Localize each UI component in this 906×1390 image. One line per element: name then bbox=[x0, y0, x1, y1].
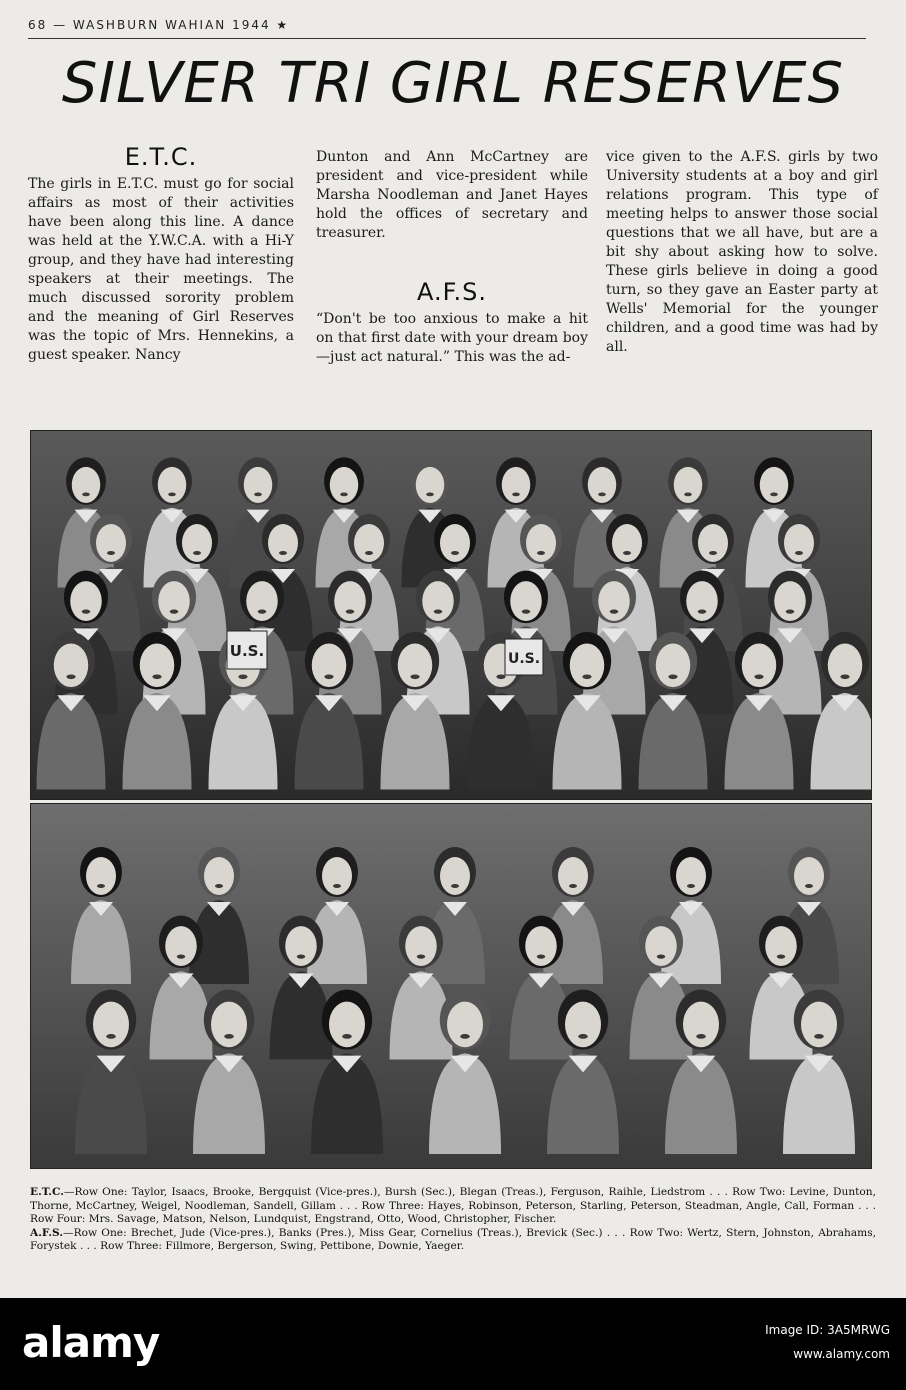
person-mouth bbox=[460, 1034, 470, 1039]
column-2 bbox=[316, 148, 588, 367]
person-face bbox=[246, 581, 278, 621]
sign-right-text: U.S. bbox=[507, 651, 541, 667]
person-face bbox=[322, 857, 352, 895]
person-face bbox=[440, 857, 470, 895]
person-face bbox=[698, 524, 728, 562]
person-face bbox=[329, 1002, 365, 1048]
person-mouth bbox=[254, 493, 262, 497]
afs-caption-label: A.F.S. bbox=[30, 1226, 64, 1239]
person-mouth bbox=[258, 610, 266, 614]
etc-paragraph-part1: The girls in E.T.C. must go for social affairs as most of their activities have been along this line. A dance was held at the Y.W.C.A. with a Hi-Y group, and they have had interesting speakers at their meetings. The much discussed sorority problem and the meaning of Girl Reserves was the topic of Mrs. Hennekins, a guest speaker. Nancy bbox=[28, 176, 294, 363]
person-face bbox=[354, 524, 384, 562]
person-face bbox=[645, 926, 677, 966]
person-face bbox=[312, 643, 347, 687]
person-face bbox=[674, 467, 703, 503]
person-mouth bbox=[342, 1034, 352, 1039]
afs-group-photo bbox=[30, 803, 872, 1169]
person-mouth bbox=[777, 955, 785, 959]
person-mouth bbox=[82, 610, 90, 614]
person-mouth bbox=[512, 493, 520, 497]
etc-caption-text: —Row One: Taylor, Isaacs, Brooke, Bergquist (Vice-pres.), Bursh (Sec.), Blegan (Treas.), Ferguson, Raihle, Liedstrom . . . Row Two: Levine, Dunton, Thorne, McCartney, Weigel, Noodleman, Sandell, Gillam . . . Row Three: Hayes, Robinson, Peterson, Starling, Peterson, Steadman, Angle, Call, Forman . . . Row Four: Mrs. Savage, Matson, Nelson, Lundquist, Engstrand, Otto, Wood, Christopher, Fischer. bbox=[30, 1186, 876, 1226]
person-face bbox=[211, 1002, 247, 1048]
person-face bbox=[801, 1002, 837, 1048]
person-mouth bbox=[684, 493, 692, 497]
person-mouth bbox=[177, 955, 185, 959]
person-mouth bbox=[106, 1034, 116, 1039]
person-mouth bbox=[426, 493, 434, 497]
running-head: 68 — WASHBURN WAHIAN 1944 ★ bbox=[28, 18, 866, 39]
person-mouth bbox=[522, 610, 530, 614]
column-3 bbox=[606, 148, 878, 357]
person-mouth bbox=[224, 1034, 234, 1039]
sign-left-text: U.S. bbox=[229, 642, 265, 660]
person-face bbox=[570, 643, 605, 687]
person-face bbox=[440, 524, 470, 562]
person-mouth bbox=[709, 551, 717, 555]
person-face bbox=[334, 581, 366, 621]
person-mouth bbox=[324, 675, 333, 680]
person-mouth bbox=[537, 955, 545, 959]
person-face bbox=[510, 581, 542, 621]
person-mouth bbox=[297, 955, 305, 959]
person-mouth bbox=[786, 610, 794, 614]
person-mouth bbox=[698, 610, 706, 614]
person-face bbox=[165, 926, 197, 966]
person-mouth bbox=[333, 884, 341, 888]
person-mouth bbox=[657, 955, 665, 959]
person-face bbox=[676, 857, 706, 895]
afs-paragraph-part1: “Don't be too anxious to make a hit on that first date with your dream boy —just act natural.” This was the ad- bbox=[316, 311, 588, 365]
person-mouth bbox=[451, 884, 459, 888]
person-mouth bbox=[805, 884, 813, 888]
person-face bbox=[742, 643, 777, 687]
person-mouth bbox=[687, 884, 695, 888]
person-mouth bbox=[496, 675, 505, 680]
afs-paragraph-part2: vice given to the A.F.S. girls by two University students at a boy and girl relations program. This type of meeting helps to answer those social questions that we all have, but are a bit shy about asking how to solve. These girls believe in doing a good turn, so they gave an Easter party at Wells' Memorial for the younger children, and a good time was had by all. bbox=[606, 149, 878, 355]
person-mouth bbox=[417, 955, 425, 959]
person-mouth bbox=[97, 884, 105, 888]
person-mouth bbox=[569, 884, 577, 888]
person-face bbox=[182, 524, 212, 562]
person-face bbox=[158, 467, 187, 503]
person-face bbox=[158, 581, 190, 621]
person-face bbox=[140, 643, 175, 687]
person-mouth bbox=[623, 551, 631, 555]
watermark-info bbox=[765, 1318, 890, 1366]
person-face bbox=[794, 857, 824, 895]
person-face bbox=[774, 581, 806, 621]
person-mouth bbox=[696, 1034, 706, 1039]
etc-caption-label: E.T.C. bbox=[30, 1186, 64, 1198]
afs-caption-text: —Row One: Brechet, Jude (Vice-pres.), Banks (Pres.), Miss Gear, Cornelius (Treas.), Brevick (Sec.) . . . Row Two: Wertz, Stern, Johnston, Abrahams, Forystek . . . Row Three: Fillmore, Bergerson, Swing, Pettibone, Downie, Yaeger. bbox=[30, 1226, 876, 1253]
person-face bbox=[502, 467, 531, 503]
afs-heading: A.F.S. bbox=[416, 278, 488, 306]
person-mouth bbox=[340, 493, 348, 497]
person-mouth bbox=[410, 675, 419, 680]
person-mouth bbox=[107, 551, 115, 555]
watermark-site: www.alamy.com bbox=[793, 1347, 890, 1361]
person-mouth bbox=[170, 610, 178, 614]
person-mouth bbox=[537, 551, 545, 555]
person-face bbox=[683, 1002, 719, 1048]
person-mouth bbox=[168, 493, 176, 497]
person-mouth bbox=[152, 675, 161, 680]
person-mouth bbox=[795, 551, 803, 555]
person-face bbox=[72, 467, 101, 503]
person-face bbox=[588, 467, 617, 503]
person-face bbox=[54, 643, 89, 687]
person-mouth bbox=[82, 493, 90, 497]
person-face bbox=[760, 467, 789, 503]
column-1 bbox=[28, 143, 294, 365]
person-face bbox=[784, 524, 814, 562]
person-mouth bbox=[365, 551, 373, 555]
etc-photo-illustration bbox=[31, 431, 871, 799]
person-mouth bbox=[346, 610, 354, 614]
afs-photo-illustration bbox=[31, 804, 871, 1168]
person-mouth bbox=[668, 675, 677, 680]
page-title: SILVER TRI GIRL RESERVES bbox=[61, 51, 845, 116]
person-face bbox=[422, 581, 454, 621]
person-mouth bbox=[598, 493, 606, 497]
person-face bbox=[525, 926, 557, 966]
etc-heading: E.T.C. bbox=[124, 143, 198, 171]
person-face bbox=[565, 1002, 601, 1048]
person-mouth bbox=[770, 493, 778, 497]
person-mouth bbox=[66, 675, 75, 680]
person-face bbox=[447, 1002, 483, 1048]
person-face bbox=[686, 581, 718, 621]
watermark-logo: alamy bbox=[22, 1318, 160, 1367]
person-face bbox=[828, 643, 863, 687]
person-mouth bbox=[215, 884, 223, 888]
person-mouth bbox=[279, 551, 287, 555]
person-mouth bbox=[434, 610, 442, 614]
person-face bbox=[70, 581, 102, 621]
afs-caption bbox=[30, 1227, 876, 1254]
person-face bbox=[86, 857, 116, 895]
person-mouth bbox=[238, 675, 247, 680]
person-mouth bbox=[814, 1034, 824, 1039]
etc-paragraph-part2: Dunton and Ann McCartney are president and vice-president while Marsha Noodleman and Janet Hayes hold the offices of secretary and treasurer. bbox=[316, 149, 588, 241]
watermark-image-id: Image ID: 3A5MRWG bbox=[765, 1323, 890, 1337]
person-face bbox=[405, 926, 437, 966]
etc-caption bbox=[30, 1186, 876, 1227]
person-face bbox=[398, 643, 433, 687]
person-mouth bbox=[582, 675, 591, 680]
person-face bbox=[244, 467, 273, 503]
person-face bbox=[330, 467, 359, 503]
person-mouth bbox=[754, 675, 763, 680]
person-mouth bbox=[840, 675, 849, 680]
person-face bbox=[93, 1002, 129, 1048]
photo-caption bbox=[30, 1186, 876, 1254]
person-face bbox=[558, 857, 588, 895]
person-mouth bbox=[451, 551, 459, 555]
person-face bbox=[526, 524, 556, 562]
person-mouth bbox=[610, 610, 618, 614]
etc-sign-right bbox=[505, 639, 543, 675]
person-face bbox=[416, 467, 445, 503]
person-face bbox=[656, 643, 691, 687]
person-face bbox=[285, 926, 317, 966]
person-face bbox=[96, 524, 126, 562]
person-face bbox=[268, 524, 298, 562]
person-face bbox=[612, 524, 642, 562]
person-face bbox=[204, 857, 234, 895]
etc-group-photo bbox=[30, 430, 872, 800]
person-mouth bbox=[578, 1034, 588, 1039]
person-face bbox=[598, 581, 630, 621]
person-face bbox=[765, 926, 797, 966]
person-mouth bbox=[193, 551, 201, 555]
etc-sign-left bbox=[227, 631, 267, 669]
